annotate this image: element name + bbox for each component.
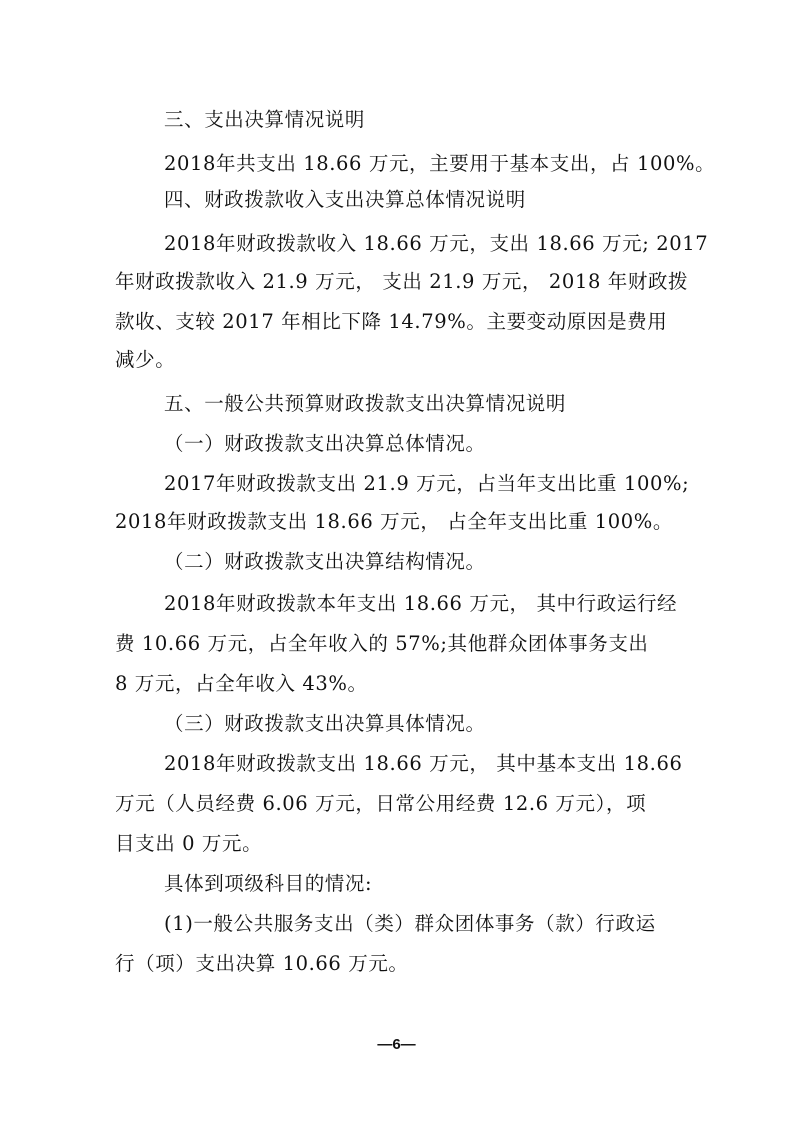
paragraph-line: 年财政拨款收入 21.9 万元， 支出 21.9 万元， 2018 年财政拨 [115, 270, 689, 293]
section-heading-4: 四、财政拨款收入支出决算总体情况说明 [164, 188, 526, 211]
page-number: —6— [377, 1036, 416, 1053]
paragraph-line: 2018年财政拨款支出 18.66 万元， 其中基本支出 18.66 [164, 752, 683, 775]
paragraph-line: 8 万元，占全年收入 43%。 [115, 672, 368, 695]
paragraph-line: 2018年财政拨款本年支出 18.66 万元， 其中行政运行经 [164, 592, 678, 615]
paragraph-line: 2017年财政拨款支出 21.9 万元，占当年支出比重 100%; [164, 472, 690, 495]
paragraph-line: (1)一般公共服务支出（类）群众团体事务（款）行政运 [164, 912, 656, 935]
paragraph-line: 2018年财政拨款收入 18.66 万元，支出 18.66 万元; 2017 [164, 232, 709, 255]
section-heading-3: 三、支出决算情况说明 [164, 108, 366, 131]
subsection-heading-3: （三）财政拨款支出决算具体情况。 [164, 712, 486, 735]
section-heading-5: 五、一般公共预算财政拨款支出决算情况说明 [164, 392, 567, 415]
subsection-heading-1: （一）财政拨款支出决算总体情况。 [164, 432, 486, 455]
paragraph-line: 2018年共支出 18.66 万元，主要用于基本支出，占 100%。 [164, 152, 716, 175]
paragraph-line: 2018年财政拨款支出 18.66 万元， 占全年支出比重 100%。 [115, 510, 673, 533]
paragraph-line: 行（项）支出决算 10.66 万元。 [115, 952, 409, 975]
paragraph-line: 减少。 [115, 348, 176, 371]
paragraph-line: 具体到项级科目的情况: [164, 872, 373, 895]
paragraph-line: 目支出 0 万元。 [115, 832, 263, 855]
paragraph-line: 款收、支较 2017 年相比下降 14.79%。主要变动原因是费用 [115, 310, 668, 333]
paragraph-line: 万元（人员经费 6.06 万元，日常公用经费 12.6 万元），项 [115, 792, 647, 815]
paragraph-line: 费 10.66 万元，占全年收入的 57%;其他群众团体事务支出 [115, 632, 649, 655]
subsection-heading-2: （二）财政拨款支出决算结构情况。 [164, 550, 486, 573]
